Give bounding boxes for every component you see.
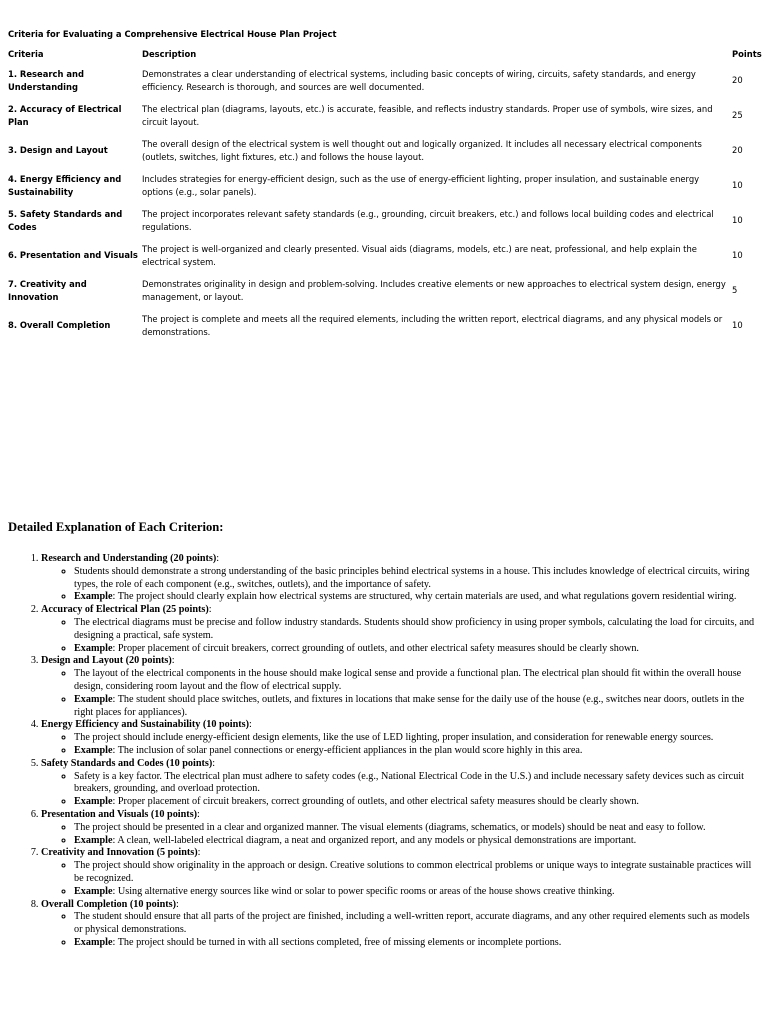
criterion-title: Overall Completion (10 points) <box>41 898 176 910</box>
header-criteria: Criteria <box>8 48 44 59</box>
criterion-details <box>41 822 760 848</box>
criterion-item <box>41 899 760 950</box>
row-points: 10 <box>732 180 743 191</box>
example-text: Proper placement of circuit breakers, correct grounding of outlets, and other electrical safety measures should be clearly shown. <box>117 796 639 808</box>
row-criteria: 4. Energy Efficiency and Sustainability <box>8 173 122 197</box>
rubric-row <box>8 238 762 273</box>
row-description: The project is well-organized and clearly presented. Visual aids (diagrams, models, etc.) are neat, professional, and help explain the electrical system. <box>142 243 697 267</box>
rubric-row <box>8 63 762 98</box>
rubric-row <box>8 98 762 133</box>
criterion-item <box>41 758 760 809</box>
row-description: Demonstrates a clear understanding of electrical systems, including basic concepts of wiring, circuits, safety standards, and energy efficiency. Research is thorough, and sources are well documented. <box>142 68 696 92</box>
criterion-details <box>41 860 760 898</box>
criterion-heading: Creativity and Innovation (5 points): <box>41 847 201 859</box>
criterion-point: ◦ The layout of the electrical components in the house should make logical sense and provide a functional plan. The electrical plan should fit within the overall house design, considering room layout and the flow of electrical supply. <box>74 668 760 694</box>
criterion-details <box>41 668 760 719</box>
rubric-title: Criteria for Evaluating a Comprehensive Electrical House Plan Project <box>8 29 337 39</box>
example-text: The inclusion of solar panel connections or energy-efficient appliances in the plan would score highly in this area. <box>117 744 583 756</box>
criterion-details <box>41 771 760 809</box>
row-points: 10 <box>732 320 743 331</box>
example-text: The student should place switches, outlets, and fixtures in locations that make sense for the daily use of the house (e.g., switches near doors, outlets in the right places for appliances). <box>74 693 745 718</box>
criterion-heading: Research and Understanding (20 points): <box>41 553 220 564</box>
rubric-table <box>8 27 762 343</box>
rubric-row <box>8 273 762 308</box>
example-text: The project should be turned in with all sections completed, free of missing elements or incomplete portions. <box>117 936 562 948</box>
row-criteria: 1. Research and Understanding <box>8 68 84 92</box>
example-text: The project should clearly explain how electrical systems are structured, why certain materials are used, and what regulations govern residential wiring. <box>117 591 737 603</box>
criterion-details <box>41 911 760 949</box>
criterion-example: ◦ Example: Using alternative energy sources like wind or solar to power specific rooms or areas of the house shows creative thinking. <box>74 886 760 899</box>
example-label: Example <box>74 936 113 948</box>
criterion-title: Creativity and Innovation (5 points) <box>41 847 198 859</box>
criterion-details <box>41 732 760 758</box>
row-criteria: 2. Accuracy of Electrical Plan <box>8 103 122 127</box>
criterion-point: ◦ Safety is a key factor. The electrical plan must adhere to safety codes (e.g., National Electrical Code in the U.S.) and include necessary safety devices such as circuit breakers, grounding, and overload protection. <box>74 771 760 797</box>
criterion-heading: Design and Layout (20 points): <box>41 655 175 667</box>
criterion-point: ◦ Students should demonstrate a strong understanding of the basic principles behind electrical systems in a house. This includes knowledge of electrical circuits, wiring types, the role of each component (e.g., switches, outlets), and the importance of safety. <box>74 566 760 592</box>
detailed-explanation <box>8 518 760 950</box>
example-text: Using alternative energy sources like wind or solar to power specific rooms or areas of the house shows creative thinking. <box>117 885 615 897</box>
row-description: The project is complete and meets all the required elements, including the written report, electrical diagrams, and any physical models or demonstrations. <box>142 313 723 337</box>
example-text: A clean, well-labeled electrical diagram, a neat and organized report, and any models or physical demonstrations are important. <box>117 834 637 846</box>
criterion-item <box>41 847 760 898</box>
example-label: Example <box>74 591 113 603</box>
criterion-example: ◦ Example: Proper placement of circuit breakers, correct grounding of outlets, and other electrical safety measures should be clearly shown. <box>74 643 760 656</box>
criterion-point: ◦ The project should show originality in the approach or design. Creative solutions to common electrical problems or unique ways to integrate sustainable practices will be recognized. <box>74 860 760 886</box>
rubric-row <box>8 133 762 168</box>
criterion-heading: Presentation and Visuals (10 points): <box>41 808 200 820</box>
criterion-list <box>8 553 760 950</box>
criterion-heading: Safety Standards and Codes (10 points): <box>41 757 216 769</box>
row-description: Includes strategies for energy-efficient design, such as the use of energy-efficient lighting, proper insulation, and sustainable energy options (e.g., solar panels). <box>142 173 700 197</box>
example-label: Example <box>74 642 113 654</box>
example-label: Example <box>74 796 113 808</box>
criterion-details <box>41 566 760 604</box>
row-criteria: 3. Design and Layout <box>8 145 108 156</box>
row-description: The project incorporates relevant safety standards (e.g., grounding, circuit breakers, etc.) and follows local building codes and electrical regulations. <box>142 208 714 232</box>
rubric-row <box>8 203 762 238</box>
criterion-example: ◦ Example: The project should be turned in with all sections completed, free of missing elements or incomplete portions. <box>74 937 760 950</box>
criterion-title: Energy Efficiency and Sustainability (10 points) <box>41 719 250 731</box>
row-criteria: 8. Overall Completion <box>8 320 111 331</box>
criterion-example: ◦ Example: A clean, well-labeled electrical diagram, a neat and organized report, and any models or physical demonstrations are important. <box>74 835 760 848</box>
criterion-title: Research and Understanding (20 points) <box>41 553 217 564</box>
row-points: 25 <box>732 110 743 121</box>
row-criteria: 7. Creativity and Innovation <box>8 278 87 302</box>
criterion-item <box>41 655 760 719</box>
criterion-item <box>41 604 760 655</box>
criterion-item <box>41 553 760 604</box>
row-description: The overall design of the electrical system is well thought out and logically organized. It includes all necessary electrical components (outlets, switches, light fixtures, etc.) and follows the house layout. <box>142 138 702 162</box>
rubric-row <box>8 308 762 343</box>
criterion-example: ◦ Example: The student should place switches, outlets, and fixtures in locations that make sense for the daily use of the house (e.g., switches near doors, outlets in the right places for appliances). <box>74 694 760 720</box>
row-points: 10 <box>732 215 743 226</box>
criterion-item <box>41 719 760 757</box>
explanation-heading: Detailed Explanation of Each Criterion: <box>8 520 224 534</box>
example-label: Example <box>74 693 113 705</box>
example-label: Example <box>74 834 113 846</box>
row-points: 20 <box>732 145 743 156</box>
rubric-row <box>8 168 762 203</box>
criterion-point: ◦ The project should be presented in a clear and organized manner. The visual elements (diagrams, schematics, or models) should be neat and easy to follow. <box>74 822 760 835</box>
criterion-heading: Accuracy of Electrical Plan (25 points): <box>41 604 212 616</box>
example-label: Example <box>74 885 113 897</box>
criterion-point: ◦ The project should include energy-efficient design elements, like the use of LED lighting, proper insulation, and consideration for renewable energy sources. <box>74 732 760 745</box>
criterion-example: ◦ Example: The inclusion of solar panel connections or energy-efficient appliances in the plan would score highly in this area. <box>74 745 760 758</box>
criterion-example: ◦ Example: The project should clearly explain how electrical systems are structured, why certain materials are used, and what regulations govern residential wiring. <box>74 591 760 604</box>
criterion-heading: Overall Completion (10 points): <box>41 898 179 910</box>
row-points: 20 <box>732 75 743 86</box>
criterion-title: Safety Standards and Codes (10 points) <box>41 757 213 769</box>
criterion-title: Presentation and Visuals (10 points) <box>41 808 198 820</box>
row-points: 5 <box>732 285 738 296</box>
criterion-point: ◦ The electrical diagrams must be precise and follow industry standards. Students should show proficiency in using proper symbols, calculating the load for circuits, and designing a practical, safe system. <box>74 617 760 643</box>
criterion-title: Accuracy of Electrical Plan (25 points) <box>41 604 209 616</box>
criterion-point: ◦ The student should ensure that all parts of the project are finished, including a well-written report, accurate diagrams, and any other required elements such as models or physical demonstrations. <box>74 911 760 937</box>
example-label: Example <box>74 744 113 756</box>
header-description: Description <box>142 48 197 59</box>
criterion-item <box>41 809 760 847</box>
example-text: Proper placement of circuit breakers, correct grounding of outlets, and other electrical safety measures should be clearly shown. <box>117 642 639 654</box>
criterion-example: ◦ Example: Proper placement of circuit breakers, correct grounding of outlets, and other electrical safety measures should be clearly shown. <box>74 796 760 809</box>
rubric-header-row <box>8 45 762 63</box>
row-description: Demonstrates originality in design and problem-solving. Includes creative elements or new approaches to electrical system design, energy management, or layout. <box>142 278 726 302</box>
criterion-details <box>41 617 760 655</box>
row-description: The electrical plan (diagrams, layouts, etc.) is accurate, feasible, and reflects industry standards. Proper use of symbols, wire sizes, and circuit layout. <box>142 103 713 127</box>
header-points: Points <box>732 48 762 59</box>
criterion-title: Design and Layout (20 points) <box>41 655 172 667</box>
row-criteria: 6. Presentation and Visuals <box>8 250 138 261</box>
row-criteria: 5. Safety Standards and Codes <box>8 208 123 232</box>
row-points: 10 <box>732 250 743 261</box>
criterion-heading: Energy Efficiency and Sustainability (10 points): <box>41 719 252 731</box>
